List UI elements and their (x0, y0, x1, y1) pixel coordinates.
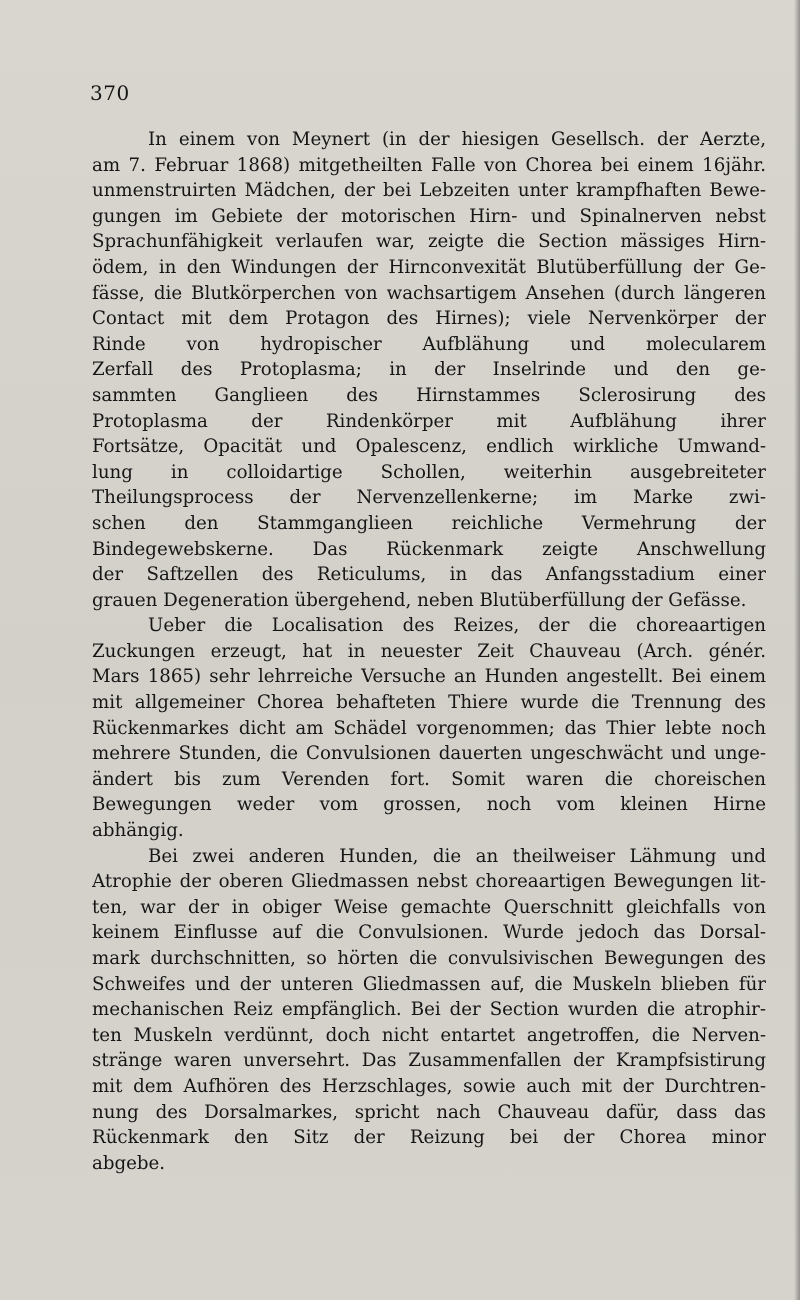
text-line: ten Muskeln verdünnt, doch nicht entartet angetroffen, die Nerven- (92, 1024, 766, 1046)
text-line: mechanischen Reiz empfänglich. Bei der Section wurden die atrophir- (92, 999, 766, 1021)
text-line: Atrophie der oberen Gliedmassen nebst choreaartigen Bewegungen lit- (92, 871, 766, 893)
text-line: stränge waren unversehrt. Das Zusammenfallen der Krampfsistirung (92, 1050, 766, 1072)
text-line: mit allgemeiner Chorea behafteten Thiere wurde die Trennung des (92, 692, 766, 714)
text-line: unmenstruirten Mädchen, der bei Lebzeiten unter krampfhaften Bewe- (92, 180, 766, 202)
text-line: grauen Degeneration übergehend, neben Blutüberfüllung der Gefässe. (92, 589, 747, 611)
text-line: Ueber die Localisation des Reizes, der die choreaartigen (148, 615, 766, 637)
text-line: Rinde von hydropischer Aufblähung und molecularem (92, 333, 766, 355)
text-line: Zuckungen erzeugt, hat in neuester Zeit Chauveau (Arch. génér. (92, 640, 766, 662)
text-line: Schweifes und der unteren Gliedmassen auf, die Muskeln blieben für (92, 973, 766, 995)
text-line: Mars 1865) sehr lehrreiche Versuche an Hunden angestellt. Bei einem (92, 666, 766, 688)
text-line: mark durchschnitten, so hörten die convulsivischen Bewegungen des (92, 948, 766, 969)
text-line: schen den Stammganglieen reichliche Vermehrung der (92, 512, 766, 534)
text-line: mit dem Aufhören des Herzschlages, sowie auch mit der Durchtren- (92, 1075, 766, 1097)
text-line: mehrere Stunden, die Convulsionen dauerten ungeschwächt und unge- (92, 743, 766, 765)
text-line: ödem, in den Windungen der Hirnconvexität Blutüberfüllung der Ge- (92, 256, 766, 278)
text-line: der Saftzellen des Reticulums, in das Anfangsstadium einer (92, 564, 766, 586)
text-line: Protoplasma der Rindenkörper mit Aufblähung ihrer (92, 410, 766, 432)
text-line: abhängig. (92, 820, 184, 842)
text-line: Rückenmarkes dicht am Schädel vorgenommen; das Thier lebte noch (92, 717, 766, 739)
text-line: ändert bis zum Verenden fort. Somit waren die choreischen (92, 768, 766, 790)
text-line: am 7. Februar 1868) mitgetheilten Falle von Chorea bei einem 16jähr. (92, 154, 766, 176)
text-line: keinem Einflusse auf die Convulsionen. Wurde jedoch das Dorsal- (92, 922, 766, 944)
body-text (92, 127, 766, 1176)
text-line: fässe, die Blutkörperchen von wachsartigem Ansehen (durch längeren (92, 282, 766, 304)
text-line: ten, war der in obiger Weise gemachte Querschnitt gleichfalls von (92, 896, 766, 918)
text-line: Sprachunfähigkeit verlaufen war, zeigte die Section mässiges Hirn- (92, 231, 766, 253)
text-line: Zerfall des Protoplasma; in der Inselrinde und den ge- (92, 359, 766, 381)
text-line: Bewegungen weder vom grossen, noch vom kleinen Hirne (92, 794, 766, 816)
text-line: abgebe. (92, 1152, 166, 1174)
page-edge-shadow (794, 0, 800, 1300)
text-line: Bei zwei anderen Hunden, die an theilweiser Lähmung und (148, 845, 766, 867)
text-line: In einem von Meynert (in der hiesigen Gesellsch. der Aerzte, (148, 129, 766, 150)
text-line: sammten Ganglieen des Hirnstammes Sclerosirung des (92, 384, 766, 406)
text-line: Fortsätze, Opacität und Opalescenz, endlich wirkliche Umwand- (92, 436, 766, 458)
page-number: 370 (90, 81, 130, 105)
text-line: Rückenmark den Sitz der Reizung bei der Chorea minor (92, 1127, 766, 1149)
text-line: Contact mit dem Protagon des Hirnes); viele Nervenkörper der (92, 308, 766, 330)
text-line: nung des Dorsalmarkes, spricht nach Chauveau dafür, dass das (92, 1101, 766, 1123)
text-line: lung in colloidartige Schollen, weiterhin ausgebreiteter (92, 461, 766, 483)
text-line: Theilungsprocess der Nervenzellenkerne; im Marke zwi- (92, 487, 766, 509)
text-line: Bindegewebskerne. Das Rückenmark zeigte Anschwellung (92, 538, 766, 560)
text-line: gungen im Gebiete der motorischen Hirn- und Spinalnerven nebst (92, 205, 766, 227)
